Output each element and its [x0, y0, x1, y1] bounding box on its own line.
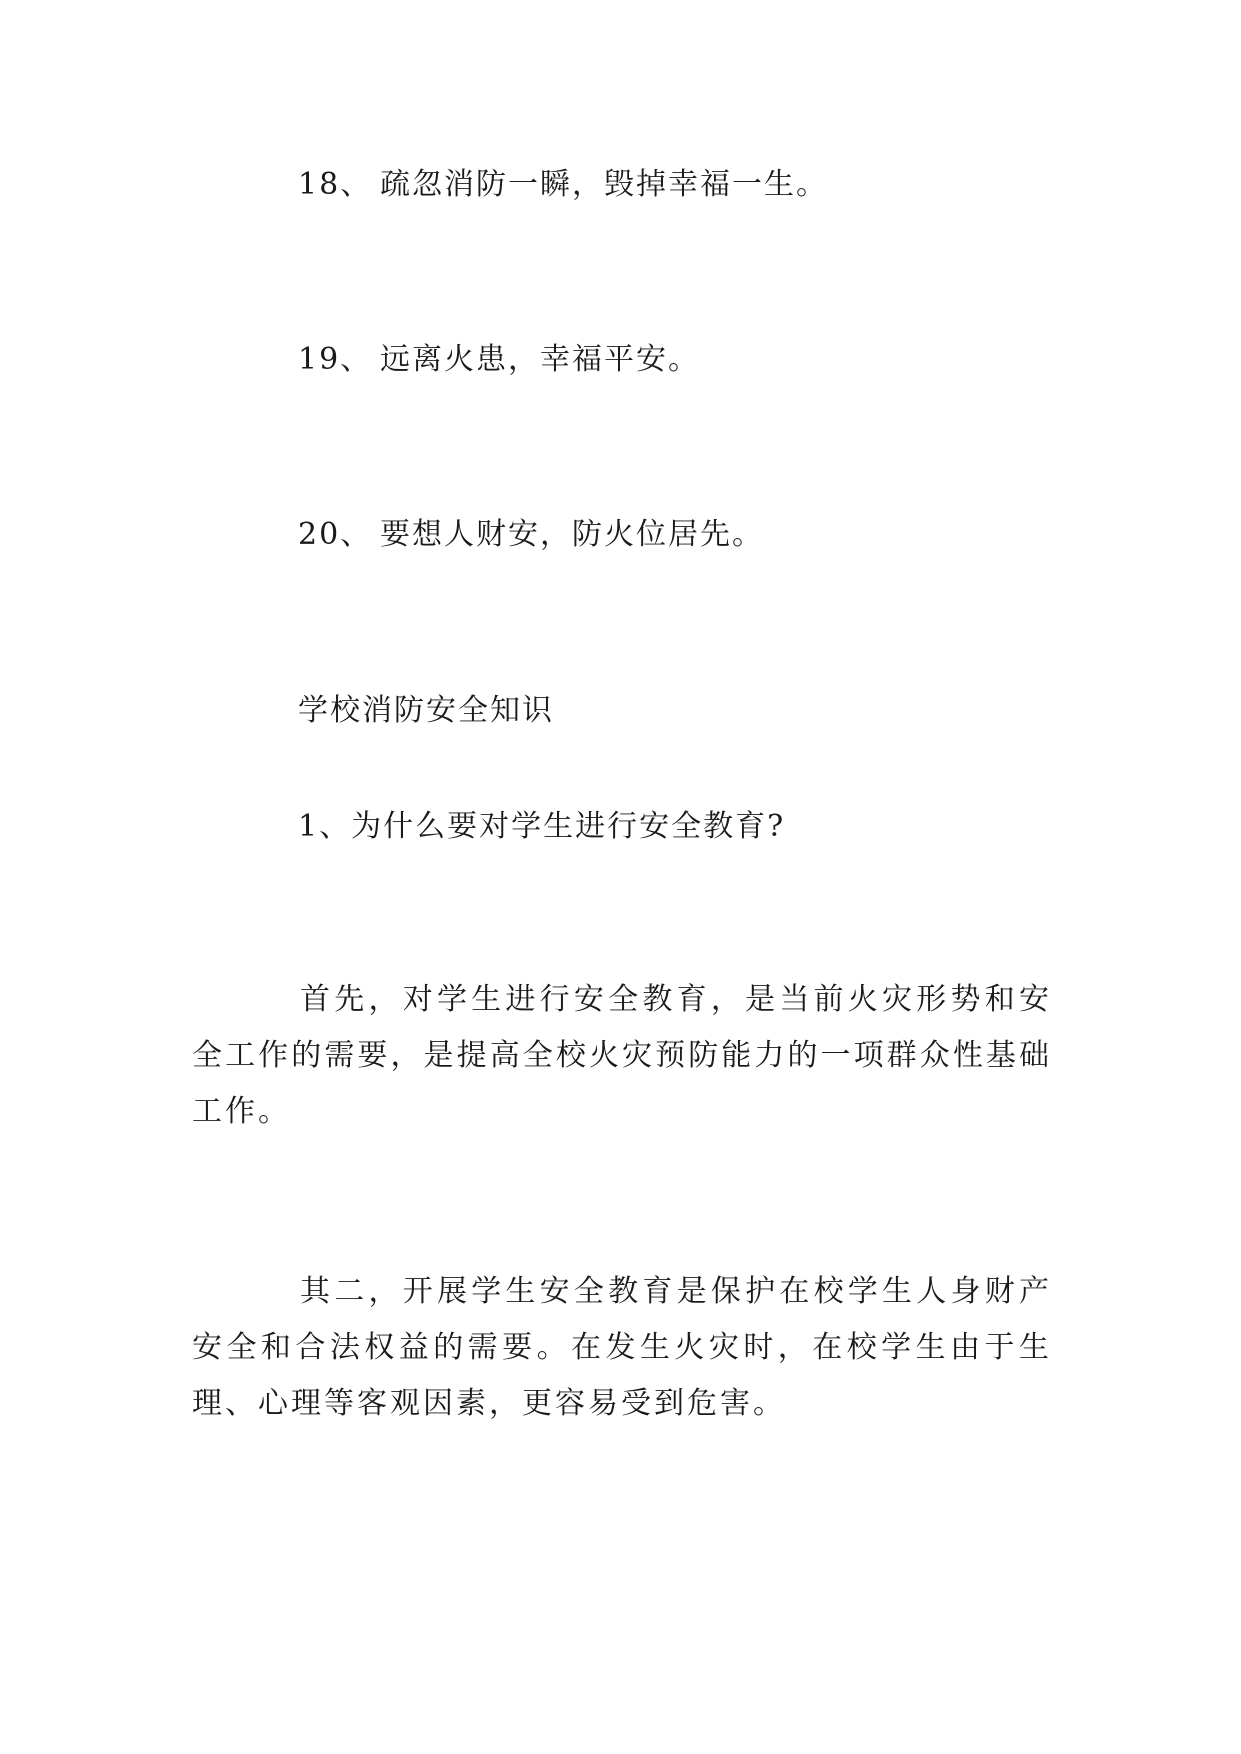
slogan-item	[298, 517, 764, 552]
slogan-number: 20、	[298, 517, 373, 552]
slogan-number: 19、	[298, 342, 373, 377]
paragraph: 其二，开展学生安全教育是保护在校学生人身财产安全和合法权益的需要。在发生火灾时，在校学生由于生理、心理等客观因素，更容易受到危害。	[192, 1274, 1052, 1421]
slogan-text: 疏忽消防一瞬，毁掉幸福一生。	[380, 167, 828, 202]
slogan-item	[298, 167, 828, 202]
slogan-text: 远离火患，幸福平安。	[380, 342, 700, 377]
slogan-text: 要想人财安，防火位居先。	[380, 517, 764, 552]
question-heading: 1、为什么要对学生进行安全教育?	[298, 809, 786, 844]
slogan-item	[298, 342, 700, 377]
paragraph: 首先，对学生进行安全教育，是当前火灾形势和安全工作的需要，是提高全校火灾预防能力的一项群众性基础工作。	[192, 982, 1052, 1129]
slogan-number: 18、	[298, 167, 373, 202]
section-title: 学校消防安全知识	[298, 693, 554, 728]
